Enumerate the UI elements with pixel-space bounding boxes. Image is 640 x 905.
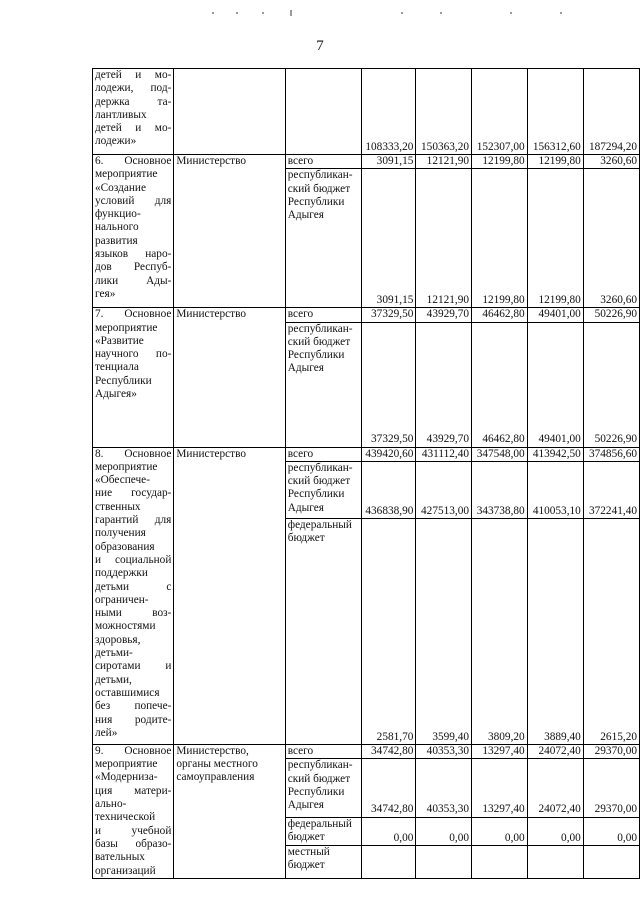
event-line: мероприятие <box>95 321 158 334</box>
value-cell: 29370,00 <box>583 759 639 817</box>
value-cell: 343738,80 <box>472 461 528 518</box>
event-line: гарантий для <box>95 514 172 527</box>
value-cell: 13297,40 <box>472 759 528 817</box>
value-cell: 150363,20 <box>416 69 472 155</box>
scan-artifacts <box>0 8 640 22</box>
event-line: 7. Основное <box>95 308 172 321</box>
value-cell: 187294,20 <box>583 69 639 155</box>
event-line: «Создание <box>95 181 146 194</box>
table-row <box>93 155 640 169</box>
value-cell: 0,00 <box>472 817 528 846</box>
value-cell: 0,00 <box>583 817 639 846</box>
value-cell: 427513,00 <box>416 461 472 518</box>
event-line: и социальной <box>95 553 172 566</box>
event-line: получения <box>95 527 146 540</box>
source-cell: республикан-ский бюджет Республики Адыгея <box>285 169 361 308</box>
value-cell: 40353,30 <box>416 744 472 759</box>
source-cell: всего <box>285 308 361 322</box>
event-line: держка та- <box>95 95 172 108</box>
value-cell: 24072,40 <box>527 744 583 759</box>
event-line: сиротами и <box>95 660 172 673</box>
value-cell: 0,00 <box>362 817 416 846</box>
value-cell: 29370,00 <box>583 744 639 759</box>
value-cell: 3889,40 <box>527 518 583 744</box>
value-cell: 50226,90 <box>583 322 639 447</box>
event-line: технической <box>95 811 156 824</box>
value-cell: 3091,15 <box>362 155 416 169</box>
event-line: лики Ады- <box>95 274 172 287</box>
table-row <box>93 69 640 155</box>
event-cell <box>93 744 174 878</box>
value-cell: 436838,90 <box>362 461 416 518</box>
source-cell: местный бюджет <box>285 846 361 879</box>
event-line: лей» <box>95 726 118 739</box>
event-line: можностями <box>95 620 156 633</box>
source-cell: республикан-ский бюджет Республики Адыгея <box>285 759 361 817</box>
value-cell: 40353,30 <box>416 759 472 817</box>
value-cell: 0,00 <box>527 817 583 846</box>
value-cell: 12199,80 <box>527 155 583 169</box>
value-cell: 3599,40 <box>416 518 472 744</box>
executor-cell: Министерство <box>174 447 285 744</box>
event-line: здоровья, <box>95 633 141 646</box>
value-cell: 2615,20 <box>583 518 639 744</box>
event-line: научного по- <box>95 348 172 361</box>
event-line: мероприятие <box>95 168 158 181</box>
executor-cell: Министерство <box>174 308 285 447</box>
value-cell: 439420,60 <box>362 447 416 461</box>
source-cell: всего <box>285 447 361 461</box>
value-cell: 108333,20 <box>362 69 416 155</box>
event-line: ограничен- <box>95 593 149 606</box>
event-line: детьми с <box>95 580 172 593</box>
event-line: нального <box>95 221 139 234</box>
source-cell: всего <box>285 155 361 169</box>
event-line: детьми- <box>95 647 133 660</box>
value-cell: 374856,60 <box>583 447 639 461</box>
value-cell: 49401,00 <box>527 322 583 447</box>
event-line: детей и мо- <box>95 69 172 81</box>
value-cell: 12199,80 <box>472 155 528 169</box>
event-line: вательных <box>95 851 145 864</box>
value-cell <box>527 846 583 879</box>
value-cell: 413942,50 <box>527 447 583 461</box>
event-line: и учебной <box>95 824 172 837</box>
event-line: мероприятие <box>95 758 158 771</box>
event-line: лодежи» <box>95 135 137 148</box>
source-cell: всего <box>285 744 361 759</box>
event-line: оставшимися <box>95 686 160 699</box>
value-cell: 12199,80 <box>527 169 583 308</box>
event-line: Республики <box>95 374 152 387</box>
event-line: тенциала <box>95 361 139 374</box>
value-cell: 46462,80 <box>472 308 528 322</box>
event-line: ными воз- <box>95 607 172 620</box>
event-line: ция матери- <box>95 784 172 797</box>
event-line: гея» <box>95 287 116 300</box>
source-cell: республикан-ский бюджет Республики Адыгея <box>285 322 361 447</box>
value-cell: 2581,70 <box>362 518 416 744</box>
value-cell: 3091,15 <box>362 169 416 308</box>
value-cell: 50226,90 <box>583 308 639 322</box>
event-cell <box>93 155 174 308</box>
event-line: развития <box>95 234 138 247</box>
value-cell <box>362 846 416 879</box>
event-line: 9. Основное <box>95 744 172 757</box>
value-cell: 12121,90 <box>416 155 472 169</box>
table-row <box>93 447 640 461</box>
value-cell: 372241,40 <box>583 461 639 518</box>
value-cell: 49401,00 <box>527 308 583 322</box>
table-body <box>93 69 640 879</box>
event-line: без попече- <box>95 700 172 713</box>
value-cell: 12199,80 <box>472 169 528 308</box>
page-number: 7 <box>316 38 324 54</box>
value-cell <box>583 846 639 879</box>
value-cell: 46462,80 <box>472 322 528 447</box>
event-cell <box>93 447 174 744</box>
value-cell: 152307,00 <box>472 69 528 155</box>
event-line: организаций <box>95 864 156 877</box>
event-line: детьми, <box>95 673 132 686</box>
event-line: условий для <box>95 194 172 207</box>
value-cell <box>416 846 472 879</box>
value-cell: 431112,40 <box>416 447 472 461</box>
value-cell: 43929,70 <box>416 308 472 322</box>
value-cell <box>472 846 528 879</box>
event-line: лантливых <box>95 108 147 121</box>
event-cell <box>93 308 174 447</box>
event-line: языков наро- <box>95 248 172 261</box>
value-cell: 3260,60 <box>583 155 639 169</box>
value-cell: 156312,60 <box>527 69 583 155</box>
value-cell: 12121,90 <box>416 169 472 308</box>
value-cell: 3809,20 <box>472 518 528 744</box>
executor-cell: Министерство <box>174 155 285 308</box>
value-cell: 0,00 <box>416 817 472 846</box>
source-cell <box>285 69 361 155</box>
event-line: мероприятие <box>95 460 158 473</box>
event-line: ния родите- <box>95 713 172 726</box>
event-line: базы образо- <box>95 837 172 850</box>
budget-table <box>92 68 640 879</box>
event-line: «Развитие <box>95 334 144 347</box>
event-line: 6. Основное <box>95 155 172 167</box>
executor-cell: Министерство, органы местного самоуправления <box>174 744 285 878</box>
event-line: образования <box>95 540 155 553</box>
value-cell: 3260,60 <box>583 169 639 308</box>
value-cell: 43929,70 <box>416 322 472 447</box>
event-line: «Модерниза- <box>95 771 158 784</box>
table-row <box>93 308 640 322</box>
executor-cell <box>174 69 285 155</box>
event-line: поддержки <box>95 567 148 580</box>
event-line: ственных <box>95 500 141 513</box>
event-line: детей и мо- <box>95 122 172 135</box>
event-line: лодежи, под- <box>95 82 172 95</box>
value-cell: 37329,50 <box>362 322 416 447</box>
value-cell: 347548,00 <box>472 447 528 461</box>
event-line: ально- <box>95 798 127 811</box>
event-line: функцио- <box>95 208 141 221</box>
value-cell: 34742,80 <box>362 759 416 817</box>
event-line: Адыгея» <box>95 388 137 401</box>
source-cell: федеральный бюджет <box>285 817 361 846</box>
value-cell: 37329,50 <box>362 308 416 322</box>
event-cell <box>93 69 174 155</box>
value-cell: 13297,40 <box>472 744 528 759</box>
source-cell: федеральный бюджет <box>285 518 361 744</box>
event-line: «Обеспече- <box>95 474 150 487</box>
source-cell: республикан-ский бюджет Республики Адыгея <box>285 461 361 518</box>
table-row <box>93 744 640 759</box>
value-cell: 34742,80 <box>362 744 416 759</box>
event-line: 8. Основное <box>95 447 172 460</box>
event-line: ние государ- <box>95 487 172 500</box>
value-cell: 410053,10 <box>527 461 583 518</box>
value-cell: 24072,40 <box>527 759 583 817</box>
event-line: дов Респуб- <box>95 261 172 274</box>
